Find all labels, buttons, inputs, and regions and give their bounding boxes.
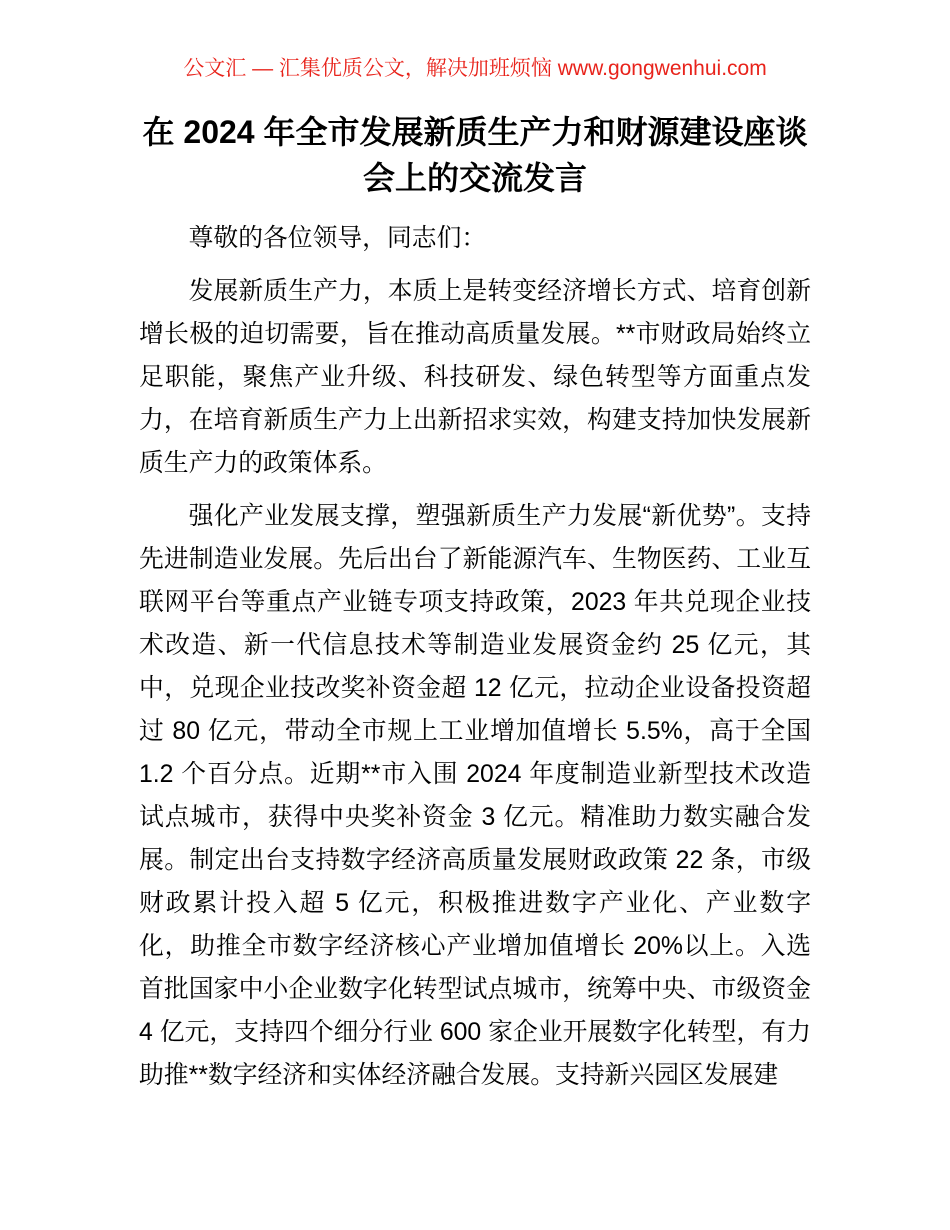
document-title: 在 2024 年全市发展新质生产力和财源建设座谈会上的交流发言 [142, 114, 808, 196]
site-watermark-header: 公文汇 — 汇集优质公文，解决加班烦恼 www.gongwenhui.com [183, 57, 767, 80]
body-paragraph-1: 发展新质生产力，本质上是转变经济增长方式、培育创新增长极的迫切需要，旨在推动高质量发展。**市财政局始终立足职能，聚焦产业升级、科技研发、绿色转型等方面重点发力，在培育新质生产力上出新招求实效，构建支持加快发展新质生产力的政策体系。 [139, 278, 811, 477]
body-paragraph-2: 强化产业发展支撑，塑强新质生产力发展“新优势”。支持先进制造业发展。先后出台了新能源汽车、生物医药、工业互联网平台等重点产业链专项支持政策，2023 年共兑现企业技术改造、新一代信息技术等制造业发展资金约 25 亿元，其中，兑现企业技改奖补资金超 12 亿元，拉动企业设备投资超过 80 亿元，带动全市规上工业增加值增长 5.5%，高于全国 1.2 个百分点。近期**市入围 2024 年度制造业新型技术改造试点城市，获得中央奖补资金 3 亿元。精准助力数实融合发展。制定出台支持数字经济高质量发展财政政策 22 条，市级财政累计投入超 5 亿元，积极推进数字产业化、产业数字化，助推全市数字经济核心产业增加值增长 20%以上。入选首批国家中小企业数字化转型试点城市，统筹中央、市级资金 4 亿元，支持四个细分行业 600 家企业开展数字化转型，有力助推**数字经济和实体经济融合发展。支持新兴园区发展建 [139, 503, 811, 1089]
greeting-paragraph: 尊敬的各位领导，同志们： [188, 225, 487, 252]
